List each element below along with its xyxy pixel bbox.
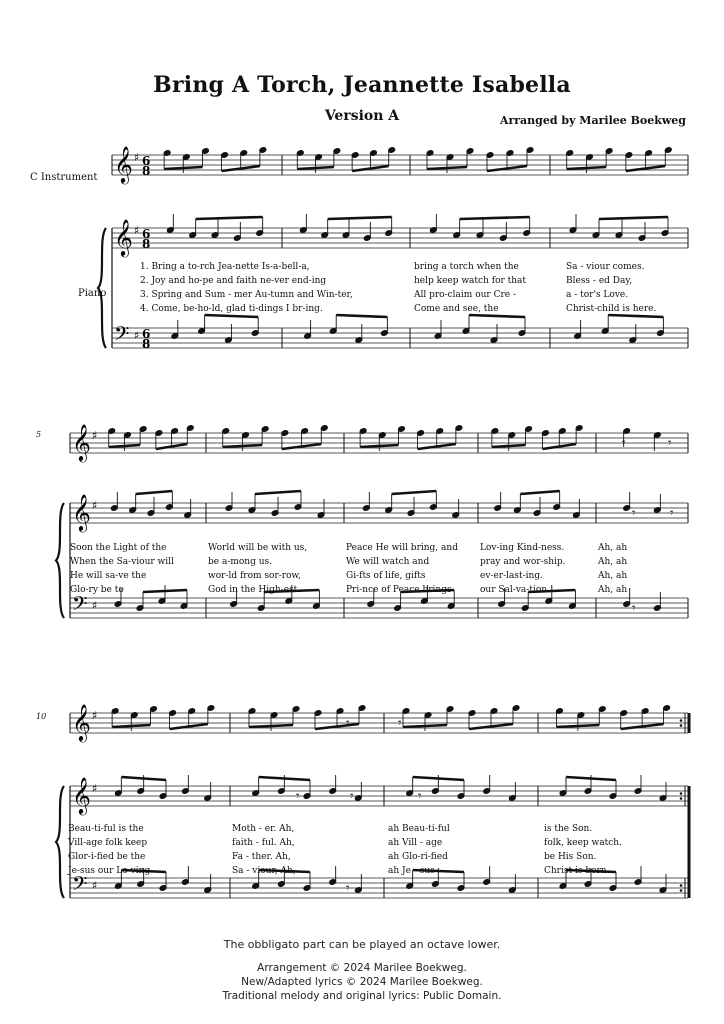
treble-clef-icon: 𝄞: [72, 423, 91, 461]
note-beam: [109, 445, 140, 447]
note-beam: [608, 315, 663, 317]
lyric-text: Peace He will bring, and: [346, 543, 458, 553]
sharp-icon: ♯: [134, 151, 140, 164]
note-beam: [223, 445, 262, 447]
sharp-icon: ♯: [134, 224, 140, 237]
rest-symbol: 𝄾: [296, 789, 300, 804]
rest-symbol: 𝄾: [346, 881, 350, 896]
sharp-icon: ♯: [92, 499, 98, 512]
lyric-text: Bless - ed Day,: [566, 276, 633, 286]
lyric-text: 2. Joy and ho-pe and faith ne-ver end-ing: [140, 276, 327, 286]
lyric-text: a - tor's Love.: [566, 290, 629, 300]
treble-clef-icon: 𝄞: [72, 776, 91, 814]
note-beam: [469, 315, 525, 317]
piano-label: Piano: [78, 288, 107, 299]
time-signature-bottom: 8: [142, 237, 151, 251]
lyric-text: Gi-fts of life, gifts: [346, 571, 426, 581]
lyric-text: Ah, ah: [598, 543, 628, 553]
repeat-dot: [680, 724, 683, 727]
treble-clef-icon: 𝄞: [72, 703, 91, 741]
lyric-text: Soon the Light of the: [70, 543, 167, 553]
lyric-text: ah Je - sus: [388, 866, 435, 876]
treble-clef-icon: 𝄞: [114, 218, 133, 256]
copyright-line: Traditional melody and original lyrics: Public Domain.: [222, 990, 502, 1002]
lyric-text: ah Vill - age: [388, 838, 443, 848]
lyric-text: be a-mong us.: [208, 557, 273, 567]
lyric-text: Ah, ah: [598, 557, 628, 567]
lyric-text: 4. Come, be-ho-ld, glad ti-dings I br-ing.: [140, 304, 323, 314]
note-beam: [196, 217, 263, 219]
note-beam: [143, 590, 187, 592]
lyric-text: is the Son.: [544, 824, 593, 834]
time-signature-top: 6: [142, 327, 151, 341]
note-beam: [328, 217, 392, 219]
piano-brace: [98, 228, 106, 348]
lyric-text: He will sa-ve the: [70, 571, 147, 581]
repeat-dot: [680, 889, 683, 892]
sharp-icon: ♯: [92, 709, 98, 722]
note-beam: [427, 167, 467, 169]
lyric-text: Sa - viour, Ah,: [232, 866, 296, 876]
lyric-text: God in the High-est.: [208, 585, 301, 595]
lyric-text: We will watch and: [346, 557, 430, 567]
bass-clef-icon: 𝄢: [72, 872, 88, 900]
treble-clef-icon: 𝄞: [114, 145, 133, 183]
rest-symbol: 𝄾: [670, 506, 674, 521]
rest-symbol: 𝄾: [632, 601, 636, 616]
rest-symbol: 𝄾: [398, 716, 402, 731]
note-beam: [121, 777, 166, 780]
lyric-text: Glo-ry be to: [70, 585, 124, 595]
sharp-icon: ♯: [92, 429, 98, 442]
time-signature-bottom: 8: [142, 164, 151, 178]
lyric-text: ah Glo-ri-fied: [388, 852, 448, 862]
note-beam: [259, 777, 310, 780]
note-beam: [492, 445, 526, 447]
note-beam: [360, 445, 398, 447]
repeat-dot: [680, 719, 683, 722]
note-beam: [205, 315, 259, 317]
treble-clef-icon: 𝄞: [72, 493, 91, 531]
lyric-text: Fa - ther. Ah,: [232, 852, 291, 862]
lyric-text: Je-sus our Lo-ving: [68, 866, 151, 876]
lyric-text: Christ-child is here.: [566, 304, 657, 314]
note-beam: [403, 725, 447, 727]
note-beam: [520, 491, 559, 494]
copyright-line: New/Adapted lyrics © 2024 Marilee Boekweg.: [241, 976, 483, 988]
rest-symbol: 𝄾: [668, 436, 672, 451]
obbligato-note: The obbligato part can be played an octave lower.: [223, 938, 501, 951]
lyric-text: faith - ful. Ah,: [232, 838, 295, 848]
note-beam: [297, 167, 334, 169]
note-beam: [112, 725, 150, 727]
note-beam: [567, 167, 606, 169]
lyric-text: Pri-nce of Peace brings: [346, 585, 452, 595]
lyric-text: Lov-ing Kind-ness.: [480, 543, 565, 553]
lyric-text: Vill-age folk keep: [68, 838, 148, 848]
lyric-text: be His Son.: [544, 852, 597, 862]
lyric-text: Christ is born.: [544, 866, 610, 876]
rest-symbol: 𝄾: [350, 789, 354, 804]
note-beam: [164, 167, 202, 169]
lyric-text: World will be with us,: [208, 543, 308, 553]
lyric-text: 1. Bring a to-rch Jea-nette Is-a-bell-a,: [140, 262, 310, 272]
note-beam: [556, 725, 599, 727]
lyric-text: Come and see, the: [414, 304, 499, 314]
c-instrument-label: C Instrument: [30, 172, 98, 183]
lyric-text: Ah, ah: [598, 571, 628, 581]
lyric-text: ah Beau-ti-ful: [388, 824, 450, 834]
lyric-text: Ah, ah: [598, 585, 628, 595]
lyric-text: Glor-i-fied be the: [68, 852, 146, 862]
rest-symbol: 𝄾: [632, 506, 636, 521]
measure-number: 10: [36, 712, 47, 721]
piano-brace: [56, 786, 64, 898]
repeat-dot: [680, 797, 683, 800]
repeat-dot: [680, 884, 683, 887]
repeat-dot: [680, 792, 683, 795]
note-beam: [336, 315, 387, 317]
lyric-text: All pro-claim our Cre -: [414, 290, 516, 300]
sharp-icon: ♯: [92, 879, 98, 892]
copyright-line: Arrangement © 2024 Marilee Boekweg.: [257, 962, 467, 974]
lyric-text: ev-er-last-ing.: [480, 571, 543, 581]
rest-symbol: 𝄾: [622, 436, 626, 451]
song-title: Bring A Torch, Jeannette Isabella: [153, 72, 571, 98]
sharp-icon: ♯: [92, 599, 98, 612]
lyric-text: bring a torch when the: [414, 262, 519, 272]
time-signature-top: 6: [142, 227, 151, 241]
piano-brace: [56, 503, 64, 618]
time-signature-top: 6: [142, 154, 151, 168]
note-beam: [136, 491, 173, 494]
note-beam: [249, 725, 293, 727]
note-beam: [255, 491, 301, 494]
lyric-text: When the Sa-viour will: [70, 557, 174, 567]
note-beam: [413, 777, 464, 780]
lyric-text: wor-ld from sor-row,: [208, 571, 302, 581]
time-signature-bottom: 8: [142, 337, 151, 351]
lyric-text: our Sal-va-tion.: [480, 585, 550, 595]
lyric-text: folk, keep watch.: [544, 838, 622, 848]
arranger-credit: Arranged by Marilee Boekweg: [499, 114, 686, 127]
sharp-icon: ♯: [134, 329, 140, 342]
lyric-text: help keep watch for that: [414, 276, 527, 286]
note-beam: [392, 491, 437, 494]
note-beam: [566, 777, 616, 780]
rest-symbol: 𝄾: [418, 789, 422, 804]
measure-number: 5: [36, 430, 42, 439]
version-subtitle: Version A: [324, 108, 400, 124]
note-beam: [599, 217, 668, 219]
bass-clef-icon: 𝄢: [72, 592, 88, 620]
lyric-text: Beau-ti-ful is the: [68, 824, 144, 834]
rest-symbol: 𝄾: [346, 716, 350, 731]
lyric-text: 3. Spring and Sum - mer Au-tumn and Win-ter,: [140, 290, 353, 300]
lyric-text: Moth - er. Ah,: [232, 824, 295, 834]
bass-clef-icon: 𝄢: [114, 322, 130, 350]
lyric-text: Sa - viour comes.: [566, 262, 645, 272]
lyric-text: pray and wor-ship.: [480, 557, 566, 567]
sharp-icon: ♯: [92, 782, 98, 795]
note-beam: [460, 217, 530, 219]
